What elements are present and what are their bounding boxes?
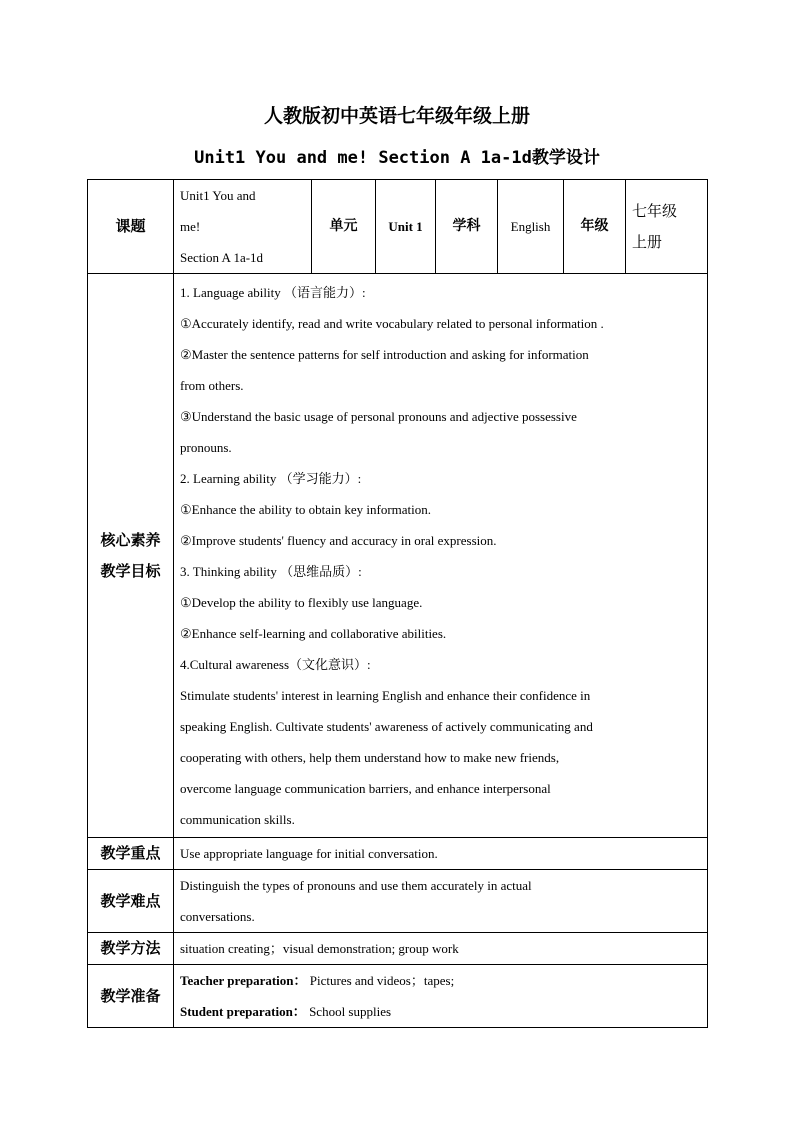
objectives-row xyxy=(88,274,708,838)
objective-line: pronouns. xyxy=(180,439,232,455)
grade-label: 年级 xyxy=(564,180,626,274)
grade-line: 七年级 xyxy=(632,201,678,220)
topic-line: me! xyxy=(180,219,201,234)
lesson-plan-table xyxy=(87,179,708,1028)
topic-label: 课题 xyxy=(88,180,174,274)
header-row xyxy=(88,180,708,274)
methods-label: 教学方法 xyxy=(88,933,174,965)
methods-row xyxy=(88,933,708,965)
objective-line: ②Enhance self-learning and collaborative abilities. xyxy=(180,625,447,641)
objective-line: Stimulate students' interest in learning English and enhance their confidence in xyxy=(180,687,591,703)
objective-line: 3. Thinking ability （思维品质）: xyxy=(180,563,362,579)
document-title: 人教版初中英语七年级年级上册 xyxy=(263,106,530,127)
topic-value xyxy=(174,180,312,274)
key-points-label: 教学重点 xyxy=(88,838,174,870)
teacher-preparation-text: Pictures and videos；tapes; xyxy=(306,973,455,988)
objective-line: 1. Language ability （语言能力）: xyxy=(180,284,366,300)
objectives-label-line: 教学目标 xyxy=(100,561,161,580)
teacher-preparation-label: Teacher preparation： xyxy=(180,973,307,988)
objective-line: overcome language communication barriers, and enhance interpersonal xyxy=(180,780,551,796)
objective-line: from others. xyxy=(180,377,244,393)
student-preparation-label: Student preparation： xyxy=(180,1004,306,1019)
topic-line: Section A 1a-1d xyxy=(180,250,264,265)
objective-line: communication skills. xyxy=(180,811,295,827)
objective-line: ①Accurately identify, read and write vocabulary related to personal information . xyxy=(180,315,604,331)
objective-line: 2. Learning ability （学习能力）: xyxy=(180,470,362,486)
student-preparation-text: School supplies xyxy=(305,1004,392,1019)
difficulties-label: 教学难点 xyxy=(88,870,174,933)
objectives-label xyxy=(88,274,174,838)
objective-line: ②Master the sentence patterns for self introduction and asking for information xyxy=(180,346,589,362)
preparation-row xyxy=(88,965,708,1028)
objective-line: ②Improve students' fluency and accuracy in oral expression. xyxy=(180,532,497,548)
document-subtitle: Unit1 You and me! Section A 1a-1d教学设计 xyxy=(194,148,600,168)
difficulties-row xyxy=(88,870,708,933)
difficulties-content xyxy=(174,870,708,933)
objective-line: ①Develop the ability to flexibly use language. xyxy=(180,594,423,610)
unit-label: 单元 xyxy=(312,180,376,274)
subject-value: English xyxy=(498,180,564,274)
grade-value xyxy=(626,180,708,274)
objectives-content xyxy=(174,274,708,838)
grade-line: 上册 xyxy=(632,232,663,251)
objective-line: 4.Cultural awareness（文化意识）: xyxy=(180,656,371,672)
difficulty-line: conversations. xyxy=(180,909,255,924)
objectives-label-line: 核心素养 xyxy=(100,530,161,549)
key-points-text: Use appropriate language for initial conversation. xyxy=(174,838,708,870)
preparation-content xyxy=(174,965,708,1028)
topic-line: Unit1 You and xyxy=(180,188,256,203)
teacher-preparation xyxy=(180,965,701,996)
difficulty-line: Distinguish the types of pronouns and use them accurately in actual xyxy=(180,878,532,893)
key-points-row xyxy=(88,838,708,870)
objective-line: cooperating with others, help them understand how to make new friends, xyxy=(180,749,560,765)
preparation-label: 教学准备 xyxy=(88,965,174,1028)
unit-value: Unit 1 xyxy=(376,180,436,274)
objective-line: ①Enhance the ability to obtain key information. xyxy=(180,501,432,517)
objective-line: ③Understand the basic usage of personal pronouns and adjective possessive xyxy=(180,408,577,424)
subject-label: 学科 xyxy=(436,180,498,274)
objective-line: speaking English. Cultivate students' awareness of actively communicating and xyxy=(180,718,593,734)
student-preparation xyxy=(180,996,701,1027)
methods-text: situation creating；visual demonstration; group work xyxy=(174,933,708,965)
